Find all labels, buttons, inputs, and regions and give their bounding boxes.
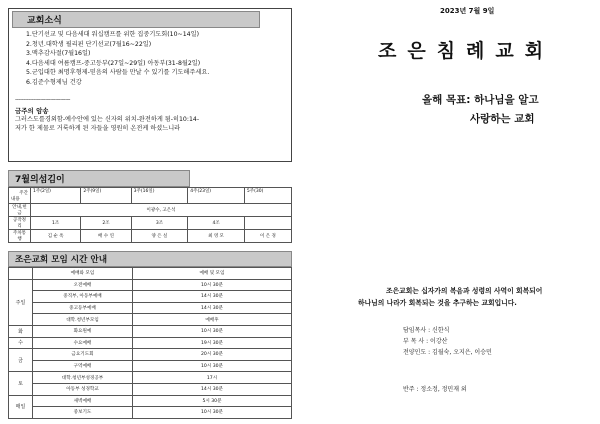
schedule-group: 금	[9, 349, 33, 372]
schedule-name: 구역예배	[33, 360, 133, 372]
week-cell: 2주(9일)	[81, 188, 131, 204]
news-list	[12, 30, 288, 88]
duty-cell: 4조	[188, 217, 245, 230]
schedule-group: 화	[9, 325, 33, 337]
schedule-title: 조은교회 모임 시간 안내	[8, 251, 292, 267]
schedule-name: 오전예배	[33, 279, 133, 291]
news-box	[8, 8, 292, 162]
news-item: 3.맥추감사절(7월16일)	[26, 50, 91, 58]
schedule-table	[8, 267, 292, 419]
week-cell: 1주(2일)	[31, 188, 81, 204]
schedule-name-header: 예배와 모임	[33, 268, 133, 280]
duty-title: 7월의섬김이	[8, 170, 190, 187]
bulletin-date: 2023년 7월 9일	[440, 7, 495, 15]
news-item: 6.김준수형제님 건강	[26, 78, 82, 86]
schedule-time: 14시 30분	[133, 383, 292, 395]
schedule-name: 중고등부예배	[33, 302, 133, 314]
motto-line: 올해 목표: 하나님을 알고	[422, 94, 539, 106]
schedule-group-header	[9, 268, 33, 280]
schedule-row	[9, 325, 292, 337]
schedule-name: 대학.청년부모임	[33, 314, 133, 326]
duty-cell: 이광수, 고은석	[31, 204, 292, 217]
schedule-row	[9, 291, 292, 303]
schedule-time-header: 예배 및 모임	[133, 268, 292, 280]
duty-corner-cell	[9, 188, 31, 204]
staff-list	[403, 326, 492, 358]
duty-row	[9, 217, 292, 230]
staff-row: 부 목 사 : 이강산	[403, 337, 448, 345]
schedule-row	[9, 383, 292, 395]
duty-cell: 배 수 연	[81, 230, 131, 243]
duty-week-row	[9, 188, 292, 204]
duty-cell: 3조	[131, 217, 188, 230]
motto-line: 사랑하는 교회	[470, 113, 535, 125]
duty-row-label: 안내,헌금	[9, 204, 31, 217]
left-column	[8, 8, 292, 419]
duty-cell: 최 영 모	[188, 230, 245, 243]
duty-cell	[244, 217, 291, 230]
duty-table	[8, 187, 292, 243]
separator-line: ---------------------------------	[15, 95, 70, 103]
schedule-group: 매일	[9, 395, 33, 418]
week-cell: 5주(30)	[244, 188, 291, 204]
news-item: 4.다음세대 여름캠프-중고등부(27일~29일) 아동부(31-8월2일)	[26, 59, 201, 67]
schedule-name: 수요예배	[33, 337, 133, 349]
schedule-group: 수	[9, 337, 33, 349]
duty-cell: 양 은 실	[131, 230, 188, 243]
accompanist-line: 반주 : 정소정, 정민재 외	[403, 386, 467, 393]
schedule-time: 19시 30분	[133, 337, 292, 349]
schedule-name: 새벽예배	[33, 395, 133, 407]
schedule-group: 토	[9, 372, 33, 395]
schedule-row	[9, 372, 292, 384]
schedule-row	[9, 314, 292, 326]
staff-row: 담임목사 : 신한식	[403, 327, 450, 334]
schedule-time: 10시 30분	[133, 325, 292, 337]
prayer-heading: 금주의 암송	[15, 106, 49, 115]
schedule-name: 대학.청년부성경공부	[33, 372, 133, 384]
week-cell: 3주(16일)	[131, 188, 188, 204]
prayer-text-line: 그러스도를경외함-예수안에 있는 신자의 위치-완전하게 됨-히10:14-	[15, 115, 200, 123]
schedule-time: 예배후	[133, 314, 292, 326]
news-title: 교회소식	[12, 11, 260, 28]
schedule-row	[9, 302, 292, 314]
duty-row	[9, 230, 292, 243]
schedule-header-row	[9, 268, 292, 280]
schedule-time: 5시 30분	[133, 395, 292, 407]
schedule-row	[9, 360, 292, 372]
schedule-row	[9, 279, 292, 291]
schedule-time: 10시 30분	[133, 279, 292, 291]
week-header: 주간	[19, 190, 28, 196]
content-header: 내용	[11, 196, 20, 202]
schedule-time: 10시 30분	[133, 360, 292, 372]
week-cell: 4주(23일)	[188, 188, 245, 204]
schedule-row	[9, 337, 292, 349]
schedule-row	[9, 407, 292, 419]
duty-cell: 이 은 경	[244, 230, 291, 243]
schedule-time: 17시	[133, 372, 292, 384]
schedule-name: 아동부 성경학교	[33, 383, 133, 395]
news-item: 5.군입대한 최명후형제-믿음의 사람들 만날 수 있기를 기도해주세요.	[26, 69, 210, 77]
schedule-name: 금요기도회	[33, 349, 133, 361]
duty-row-label: 주차통행	[9, 230, 31, 243]
vision-line: 조은교회는 십자가의 복음과 성령의 사역이 회복되어	[386, 287, 543, 295]
news-item: 2.청년.대학생 필리핀 단기선교(7월16~22일)	[26, 40, 152, 48]
prayer-text-line: 저가 한 제물로 거룩하게 된 자들을 영원히 온전케 하셨느니라	[15, 124, 181, 132]
schedule-group: 주일	[9, 279, 33, 325]
duty-row-label: 공작정리	[9, 217, 31, 230]
schedule-row	[9, 395, 292, 407]
right-column	[300, 0, 600, 424]
schedule-time: 20시 30분	[133, 349, 292, 361]
schedule-time: 14시 30분	[133, 291, 292, 303]
church-name: 조은침례교회	[378, 40, 555, 62]
duty-cell: 1조	[31, 217, 81, 230]
duty-cell: 2조	[81, 217, 131, 230]
schedule-time: 14시 30분	[133, 302, 292, 314]
schedule-name: 중보기도	[33, 407, 133, 419]
duty-row	[9, 204, 292, 217]
schedule-name: 중직부, 아동부예배	[33, 291, 133, 303]
duty-cell: 김 순 옥	[31, 230, 81, 243]
schedule-name: 화요원예	[33, 325, 133, 337]
news-item: 1.단기선교 및 다음세대 워십캠프를 위한 집중기도회(10~14일)	[26, 31, 199, 38]
schedule-time: 10시 30분	[133, 407, 292, 419]
schedule-row	[9, 349, 292, 361]
staff-row: 전양인도 : 김월숙, 오지은, 이승민	[403, 348, 492, 356]
vision-line: 하나님의 나라가 회복되는 것을 추구하는 교회입니다.	[358, 299, 517, 307]
